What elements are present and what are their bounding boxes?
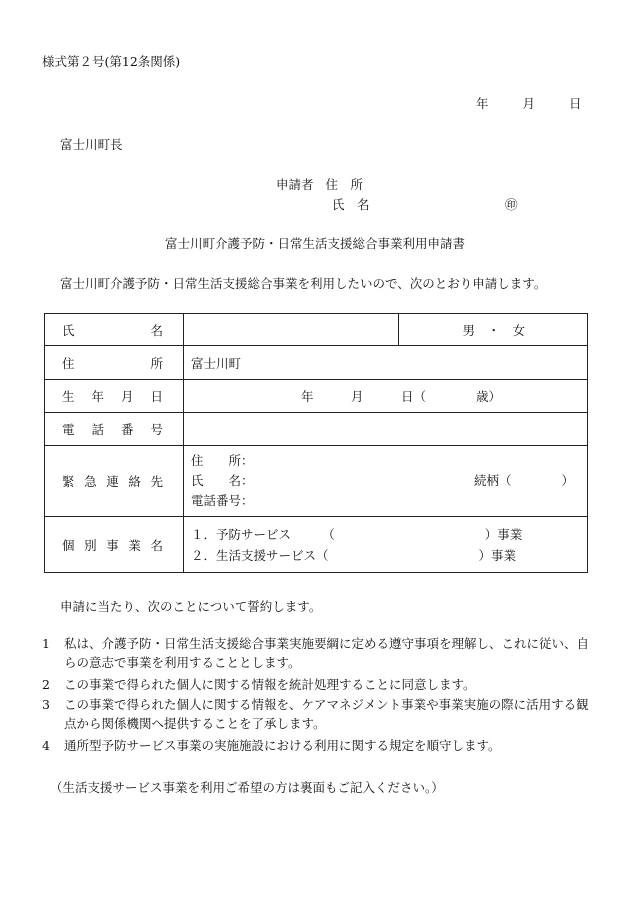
pledge-item-text: この事業で得られた個人に関する情報を統計処理することに同意します。 (64, 677, 476, 692)
pledge-item-number: 3 (42, 697, 50, 712)
label-char: 号 (150, 422, 163, 437)
pledge-item-number: 1 (42, 636, 50, 651)
address-value-cell[interactable]: 富士川町 (184, 346, 588, 380)
label-char: 先 (150, 474, 163, 489)
intro-text: 富士川町介護予防・日常生活支援総合事業を利用したいので、次のとおり申請します。 (60, 276, 547, 291)
label-char: 住 (62, 355, 75, 371)
service-value-cell[interactable] (184, 517, 588, 573)
label-char: 業 (128, 537, 141, 553)
table-row (45, 446, 588, 517)
pledge-item (42, 736, 594, 755)
addressee: 富士川町長 (60, 137, 123, 152)
pledge-item-number: 2 (42, 677, 50, 692)
address-label-cell (45, 346, 184, 380)
service-label-cell (45, 517, 184, 573)
date-day: 日 (569, 96, 582, 111)
birth-label-cell (45, 380, 184, 413)
table-row (45, 413, 588, 446)
pledge-item-number: 4 (42, 738, 50, 753)
label-char: 事 (106, 537, 119, 553)
pledge-item-text: 私は、介護予防・日常生活支援総合事業実施要綱に定める遵守事項を理解し、これに従い、自らの意志で事業を利用することとします。 (64, 636, 590, 670)
emergency-address: 住 所： (191, 453, 254, 468)
service-option-2: ２．生活支援サービス（ ）事業 (191, 547, 517, 563)
emergency-name: 氏 名： (191, 473, 254, 488)
applicant-address-line (276, 175, 363, 193)
applicant-name-label: 氏 名 (332, 197, 370, 212)
table-row (45, 517, 588, 573)
date-line (476, 94, 582, 112)
pledge-item (42, 634, 594, 672)
date-year: 年 (476, 96, 489, 111)
table-row (45, 380, 588, 413)
label-char: 名 (150, 322, 163, 338)
pledge-item-text: この事業で得られた個人に関する情報を、ケアマネジメント事業や事業実施の際に活用する観点から関係機関へ提供することを了承します。 (64, 697, 589, 731)
pledge-intro: 申請に当たり、次のことについて誓約します。 (60, 599, 322, 614)
document-title: 富士川町介護予防・日常生活支援総合事業利用申請書 (164, 236, 465, 251)
pledge-item-text: 通所型予防サービス事業の実施施設における利用に関する規定を順守します。 (64, 738, 501, 753)
applicant-label: 申請者 (276, 177, 314, 192)
date-month: 月 (522, 96, 536, 111)
name-input-cell[interactable] (184, 314, 399, 346)
label-char: 個 (62, 537, 75, 553)
label-char: 名 (150, 537, 163, 553)
table-row (45, 346, 588, 380)
label-char: 緊 (62, 474, 75, 489)
label-char: 氏 (62, 322, 75, 338)
pledge-item (42, 695, 594, 733)
emergency-phone: 電話番号： (191, 493, 254, 508)
application-table (44, 313, 588, 573)
label-char: 生 (62, 389, 75, 404)
name-label-cell (45, 314, 184, 346)
applicant-address-label: 住 所 (325, 177, 364, 192)
label-char: 番 (120, 422, 134, 437)
phone-label-cell (45, 413, 184, 446)
label-char: 月 (120, 389, 134, 404)
back-side-note: （生活支援サービス事業を利用ご希望の方は裏面もご記入ください。） (50, 780, 444, 795)
seal-mark: ㊞ (505, 197, 518, 212)
label-char: 年 (91, 389, 104, 404)
label-char: 急 (84, 474, 97, 489)
label-char: 話 (91, 422, 104, 437)
emergency-label-cell (45, 446, 184, 517)
label-char: 別 (84, 537, 97, 553)
phone-value-cell[interactable] (184, 413, 588, 446)
gender-cell[interactable]: 男 ・ 女 (399, 314, 588, 346)
label-char: 所 (150, 355, 163, 371)
emergency-value-cell[interactable] (184, 446, 588, 517)
emergency-relation: 続柄（ ） (474, 473, 575, 488)
label-char: 日 (150, 389, 163, 404)
form-number: 様式第２号(第12条関係) (42, 54, 181, 69)
service-option-1: １．予防サービス （ ）事業 (191, 526, 523, 542)
table-row (45, 314, 588, 346)
label-char: 絡 (128, 474, 141, 489)
label-char: 電 (62, 422, 75, 437)
birth-value-cell[interactable]: 年 月 日（ 歳） (184, 380, 588, 413)
label-char: 連 (106, 474, 119, 489)
pledge-item (42, 675, 594, 694)
